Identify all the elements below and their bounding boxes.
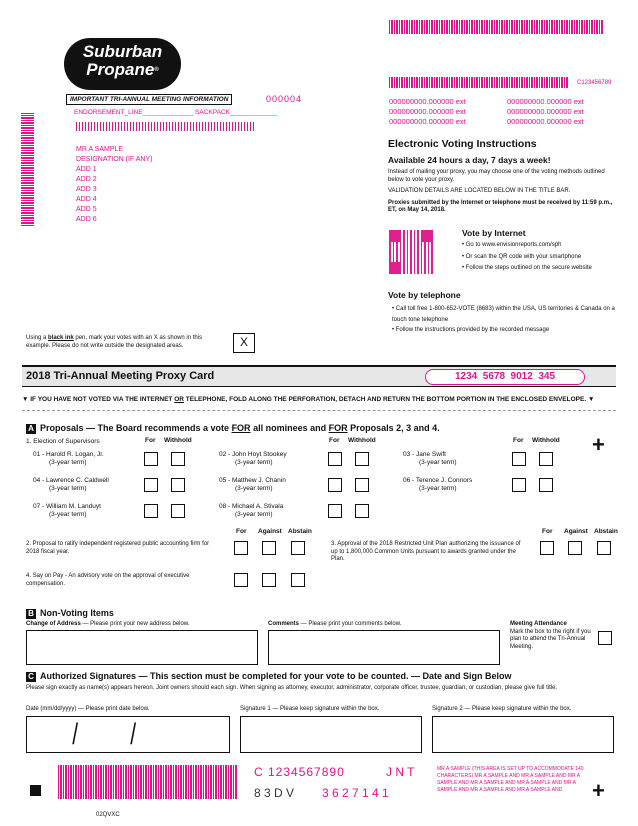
section-c-letter: C <box>26 672 36 682</box>
nominee-06-for-checkbox[interactable] <box>512 478 526 492</box>
nominee-04: 04 - Lawrence C. Caldwell (3-year term) <box>33 477 109 492</box>
phone-item: • Follow the instructions provided by the recorded message <box>392 327 550 333</box>
section-b-header: B Non-Voting Items <box>26 608 114 619</box>
ev-deadline: Proxies submitted by the Internet or telephone must be received by 11:59 p.m., ET, on May 14, 2018. <box>388 199 613 213</box>
ext-lines <box>389 97 614 127</box>
nominee-06-withhold-checkbox[interactable] <box>539 478 553 492</box>
proposal-3-for-checkbox[interactable] <box>540 541 554 555</box>
corner-square <box>30 785 41 796</box>
footer-plus-mark: + <box>592 778 605 803</box>
address-line: MR A SAMPLE <box>76 146 124 153</box>
example-mark-box: X <box>233 333 255 353</box>
proposal-2-abstain-checkbox[interactable] <box>291 541 305 555</box>
col-for: For <box>513 437 524 444</box>
nominee-04-for-checkbox[interactable] <box>144 478 158 492</box>
signature-2-box[interactable] <box>432 716 614 753</box>
col-abstain: Abstain <box>288 528 312 535</box>
date-label: Date (mm/dd/yyyy) — Please print date below. <box>26 706 150 712</box>
col-for: For <box>542 528 553 535</box>
col-abstain: Abstain <box>594 528 618 535</box>
footer-sample-text: MR A SAMPLE (THIS AREA IS SET UP TO ACCOMMODATE 140 CHARACTERS) MR A SAMPLE AND MR A SAMPLE AND MR A SAMPLE AND MR A SAMPLE AND MR A SAMPLE AND MR A SAMPLE AND MR A SAMPLE AND MR A SAMPLE AND <box>437 766 584 793</box>
proposal-3-abstain-checkbox[interactable] <box>597 541 611 555</box>
proposal-3: 3. Approval of the 2018 Restricted Unit Plan authorizing the issuance of up to 1,800,000 Common Units pursuant to awards granted under the Plan. <box>331 541 521 562</box>
col-for: For <box>329 437 340 444</box>
comments-box[interactable] <box>268 630 500 665</box>
phone-title: Vote by telephone <box>388 290 461 300</box>
nominee-08-withhold-checkbox[interactable] <box>355 504 369 518</box>
address-line: DESIGNATION (IF ANY) <box>76 156 153 163</box>
ext-line: 000000000.000000 ext <box>507 97 584 106</box>
vertical-barcode <box>21 113 34 226</box>
nominee-07-for-checkbox[interactable] <box>144 504 158 518</box>
proposal-2-against-checkbox[interactable] <box>262 541 276 555</box>
address-line: ADD 5 <box>76 206 97 213</box>
address-line: ADD 1 <box>76 166 97 173</box>
nominee-04-withhold-checkbox[interactable] <box>171 478 185 492</box>
endorsement-barcode <box>76 122 256 131</box>
nominee-03: 03 - Jane Swift (3-year term) <box>403 451 457 466</box>
signature-instructions: Please sign exactly as name(s) appears hereon. Joint owners should each sign. When signing as attorney, executor, administrator, corporate officer, trustee, guardian, or custodian, please give full title. <box>26 685 558 691</box>
address-line: ADD 6 <box>76 216 97 223</box>
section-c-header: C Authorized Signatures — This section must be completed for your vote to be counted. — Date and Sign Below <box>26 671 512 682</box>
nominee-05: 05 - Matthew J. Chanin (3-year term) <box>219 477 286 492</box>
col-against: Against <box>258 528 282 535</box>
nominee-08: 08 - Michael A. Stivala (3-year term) <box>219 503 284 518</box>
phone-item: • Call toll free 1-800-652-VOTE (8683) within the USA, US territories & Canada on a touch tone telephone <box>392 306 615 323</box>
footer-code-left: 8 3 D V <box>254 786 295 800</box>
meeting-info-label: IMPORTANT TRI-ANNUAL MEETING INFORMATION <box>66 94 232 105</box>
signature-1-label: Signature 1 — Please keep signature within the box. <box>240 706 380 712</box>
proposal-4-against-checkbox[interactable] <box>262 573 276 587</box>
signature-2-label: Signature 2 — Please keep signature within the box. <box>432 706 572 712</box>
col-for: For <box>145 437 156 444</box>
col-withhold: Withhold <box>164 437 192 444</box>
nominee-01-withhold-checkbox[interactable] <box>171 452 185 466</box>
ext-line: 000000000.000000 ext <box>389 117 466 126</box>
nominee-07-withhold-checkbox[interactable] <box>171 504 185 518</box>
nominee-05-withhold-checkbox[interactable] <box>355 478 369 492</box>
plus-mark: + <box>592 432 605 457</box>
title-bar <box>22 365 616 387</box>
logo-line1: Suburban <box>82 42 163 61</box>
footer-barcode <box>58 765 238 799</box>
footer-control: C 1234567890 <box>254 765 345 779</box>
proposal-2-for-checkbox[interactable] <box>234 541 248 555</box>
internet-item: • Go to www.envisionreports.com/sph <box>462 242 562 248</box>
validation-code: 1234 5678 9012 345 <box>425 369 585 385</box>
election-label: 1. Election of Supervisors <box>26 438 100 445</box>
ink-note: Using a black ink pen, mark your votes with an X as shown in this example. Please do not write outside the designated areas. <box>26 335 203 349</box>
col-against: Against <box>564 528 588 535</box>
proposal-4-abstain-checkbox[interactable] <box>291 573 305 587</box>
vote-internet <box>462 228 622 273</box>
qr-code <box>389 230 433 274</box>
address-line: ADD 2 <box>76 176 97 183</box>
nominee-08-for-checkbox[interactable] <box>328 504 342 518</box>
nominee-06: 06 - Terence J. Connors (3-year term) <box>403 477 473 492</box>
nominee-03-withhold-checkbox[interactable] <box>539 452 553 466</box>
footer-jnt: J N T <box>386 765 415 779</box>
ev-title: Electronic Voting Instructions <box>388 138 537 150</box>
ev-subtitle: Available 24 hours a day, 7 days a week! <box>388 155 551 165</box>
address-block <box>76 145 153 225</box>
col-withhold: Withhold <box>532 437 560 444</box>
proposal-3-against-checkbox[interactable] <box>568 541 582 555</box>
fold-instruction: ▼ IF YOU HAVE NOT VOTED VIA THE INTERNET OR TELEPHONE, FOLD ALONG THE PERFORATION, DETACH AND RETURN THE BOTTOM PORTION IN THE ENCLOSED ENVELOPE. ▼ <box>22 396 595 403</box>
section-b-letter: B <box>26 609 36 619</box>
nominee-01: 01 - Harold R. Logan, Jr. (3-year term) <box>33 451 104 466</box>
signature-1-box[interactable] <box>240 716 422 753</box>
internet-title: Vote by Internet <box>462 228 526 238</box>
vote-telephone <box>388 290 618 335</box>
nominee-01-for-checkbox[interactable] <box>144 452 158 466</box>
proposal-2: 2. Proposal to ratify independent registered public accounting firm for 2018 fiscal year. <box>26 541 210 555</box>
top-barcode <box>389 20 604 34</box>
comments-label: Comments — Please print your comments below. <box>268 621 402 627</box>
change-address-box[interactable] <box>26 630 258 665</box>
proposal-4: 4. Say on Pay - An advisory vote on the approval of executive compensation. <box>26 573 190 587</box>
section-a-letter: A <box>26 424 36 434</box>
section-a-header: A Proposals — The Board recommends a vote FOR all nominees and FOR Proposals 2, 3 and 4. <box>26 423 440 434</box>
black-ink-text: black ink <box>48 335 74 341</box>
ref-barcode <box>389 77 569 88</box>
ext-line: 000000000.000000 ext <box>389 97 466 106</box>
logo <box>64 38 181 90</box>
logo-line2: Propane <box>86 60 155 79</box>
nominee-02-withhold-checkbox[interactable] <box>355 452 369 466</box>
date-slash: / <box>72 718 79 751</box>
ev-validation: VALIDATION DETAILS ARE LOCATED BELOW IN THE TITLE BAR. <box>388 188 571 194</box>
proposal-4-for-checkbox[interactable] <box>234 573 248 587</box>
col-for: For <box>236 528 247 535</box>
date-field[interactable] <box>26 716 230 753</box>
ext-line: 000000000.000000 ext <box>507 117 584 126</box>
internet-item: • Follow the steps outlined on the secure website <box>462 265 592 271</box>
endorsement-line: ENDORSEMENT_LINE______________ SACKPACK_____________ <box>74 109 277 116</box>
footer-code-right: 3 6 2 7 1 4 1 <box>322 786 389 800</box>
perforation-line <box>22 410 616 411</box>
nominee-03-for-checkbox[interactable] <box>512 452 526 466</box>
card-title: 2018 Tri-Annual Meeting Proxy Card <box>26 370 215 382</box>
internet-item: • Or scan the QR code with your smartphone <box>462 253 582 260</box>
logo-reg: ® <box>154 67 159 73</box>
col-withhold: Withhold <box>348 437 376 444</box>
nominee-07: 07 - William M. Landuyt (3-year term) <box>33 503 101 518</box>
change-address-label: Change of Address — Please print your new address below. <box>26 621 190 627</box>
meeting-attendance-label: Meeting Attendance <box>510 621 567 627</box>
control-ref: C123456789 <box>577 80 612 86</box>
electronic-voting <box>388 138 616 215</box>
meeting-attendance-checkbox[interactable] <box>598 631 612 645</box>
form-code: 02QVXC <box>96 812 120 818</box>
nominee-02-for-checkbox[interactable] <box>328 452 342 466</box>
address-line: ADD 3 <box>76 186 97 193</box>
ext-line: 000000000.000000 ext <box>507 107 584 116</box>
nominee-02: 02 - John Hoyt Stookey (3-year term) <box>219 451 287 466</box>
meeting-attendance <box>510 621 592 651</box>
meeting-attendance-text: Mark the box to the right if you plan to attend the Tri-Annual Meeting. <box>510 628 591 650</box>
address-line: ADD 4 <box>76 196 97 203</box>
ext-line: 000000000.000000 ext <box>389 107 466 116</box>
seq-number: 000004 <box>266 94 303 104</box>
ev-intro: Instead of mailing your proxy, you may choose one of the voting methods outlined below to vote your proxy. <box>388 169 605 183</box>
nominee-05-for-checkbox[interactable] <box>328 478 342 492</box>
date-slash: / <box>130 718 137 751</box>
